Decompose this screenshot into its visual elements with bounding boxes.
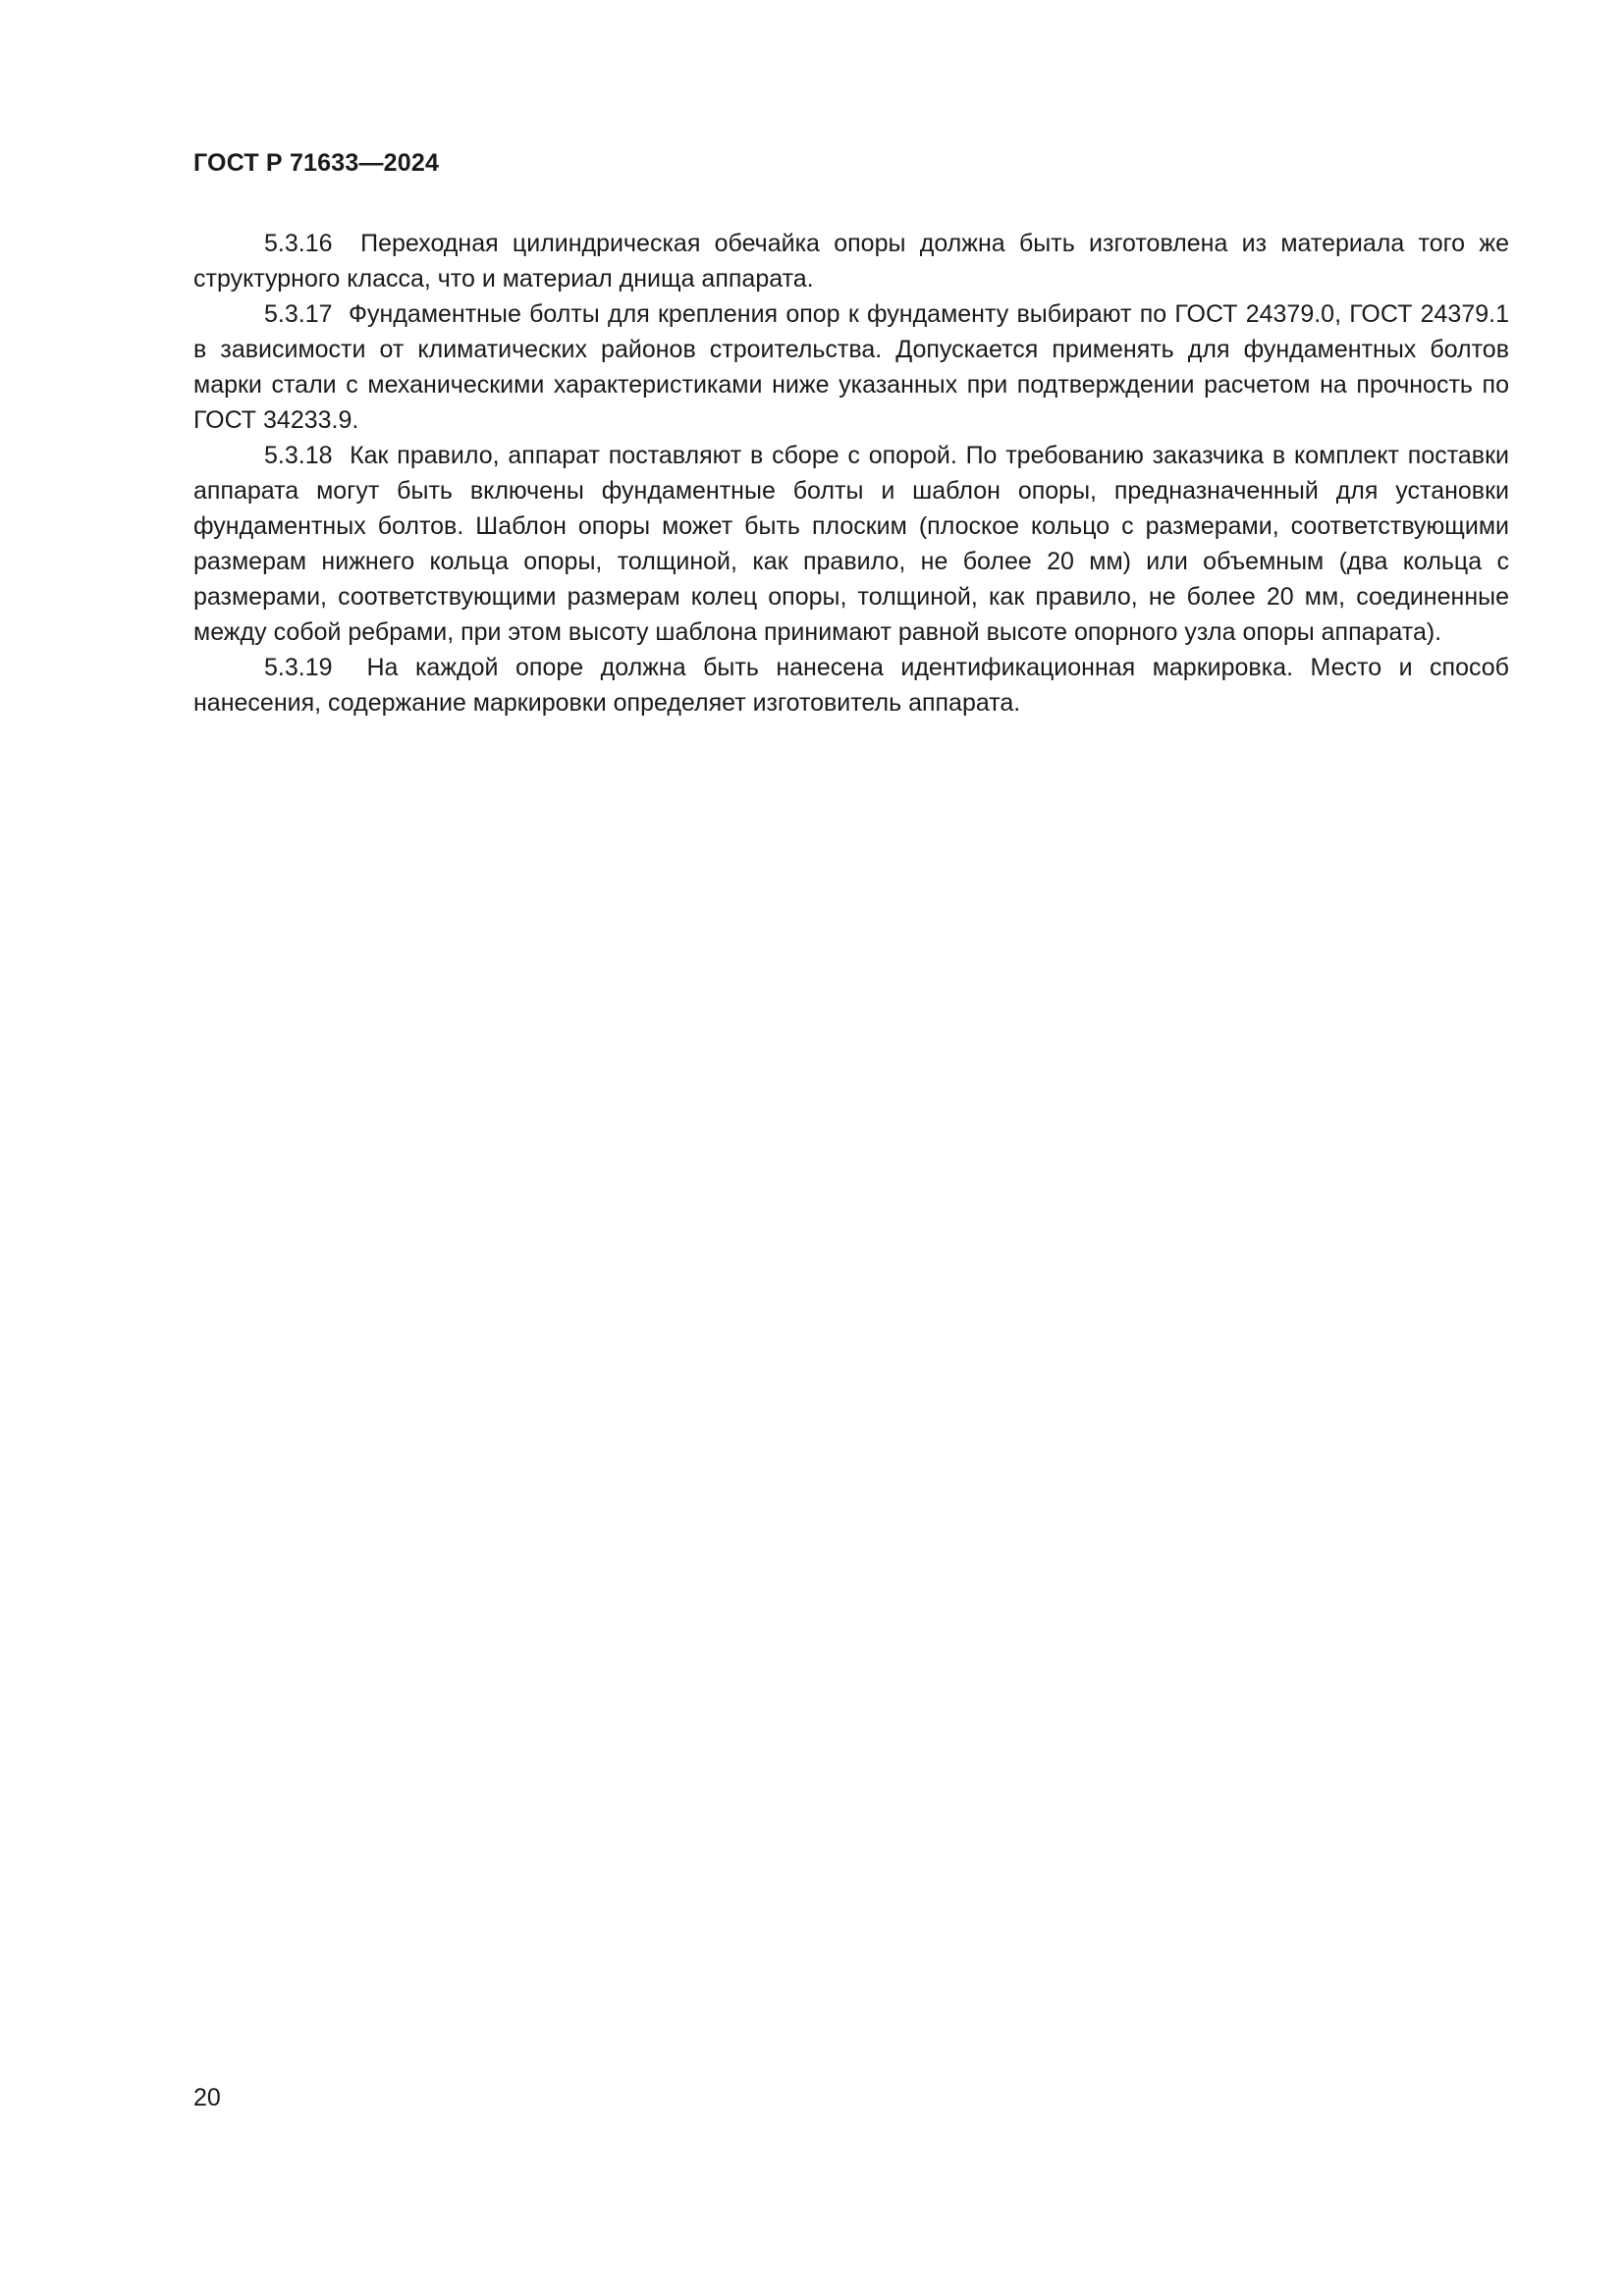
paragraph-number: 5.3.16 [264,230,333,257]
paragraph-5-3-16 [193,226,1509,296]
paragraph-number: 5.3.19 [264,654,333,681]
page-number: 20 [193,2084,221,2111]
document-header: ГОСТ Р 71633—2024 [193,149,440,177]
paragraph-number: 5.3.18 [264,442,333,469]
document-body [193,226,1509,721]
paragraph-5-3-19 [193,650,1509,721]
paragraph-5-3-18 [193,438,1509,650]
paragraph-text: Переходная цилиндрическая обечайка опоры должна быть изготовлена из материала того же структурного класса, что и материал днища аппарата. [193,230,1509,293]
paragraph-5-3-17 [193,296,1509,438]
paragraph-number: 5.3.17 [264,300,333,328]
paragraph-text: Как правило, аппарат поставляют в сборе с опорой. По требованию заказчика в комплект поставки аппарата могут быть включены фундаментные болты и шаблон опоры, предназначенный для установки фундаментных болтов. Шаблон опоры может быть плоским (плоское кольцо с размерами, соответствующими размерам нижнего кольца опоры, толщиной, как правило, не более 20 мм) или объемным (два кольца с размерами, соответствующими размерам колец опоры, толщиной, как правило, не более 20 мм, соединенные между собой ребрами, при этом высоту шаблона принимают равной высоте опорного узла опоры аппарата). [193,442,1509,646]
paragraph-text: На каждой опоре должна быть нанесена идентификационная маркировка. Место и способ нанесения, содержание маркировки определяет изготовитель аппарата. [193,654,1509,717]
paragraph-text: Фундаментные болты для крепления опор к фундаменту выбирают по ГОСТ 24379.0, ГОСТ 24379.1 в зависимости от климатических районов строительства. Допускается применять для фундаментных болтов марки стали с механическими характеристиками ниже указанных при подтверждении расчетом на прочность по ГОСТ 34233.9. [193,300,1509,434]
